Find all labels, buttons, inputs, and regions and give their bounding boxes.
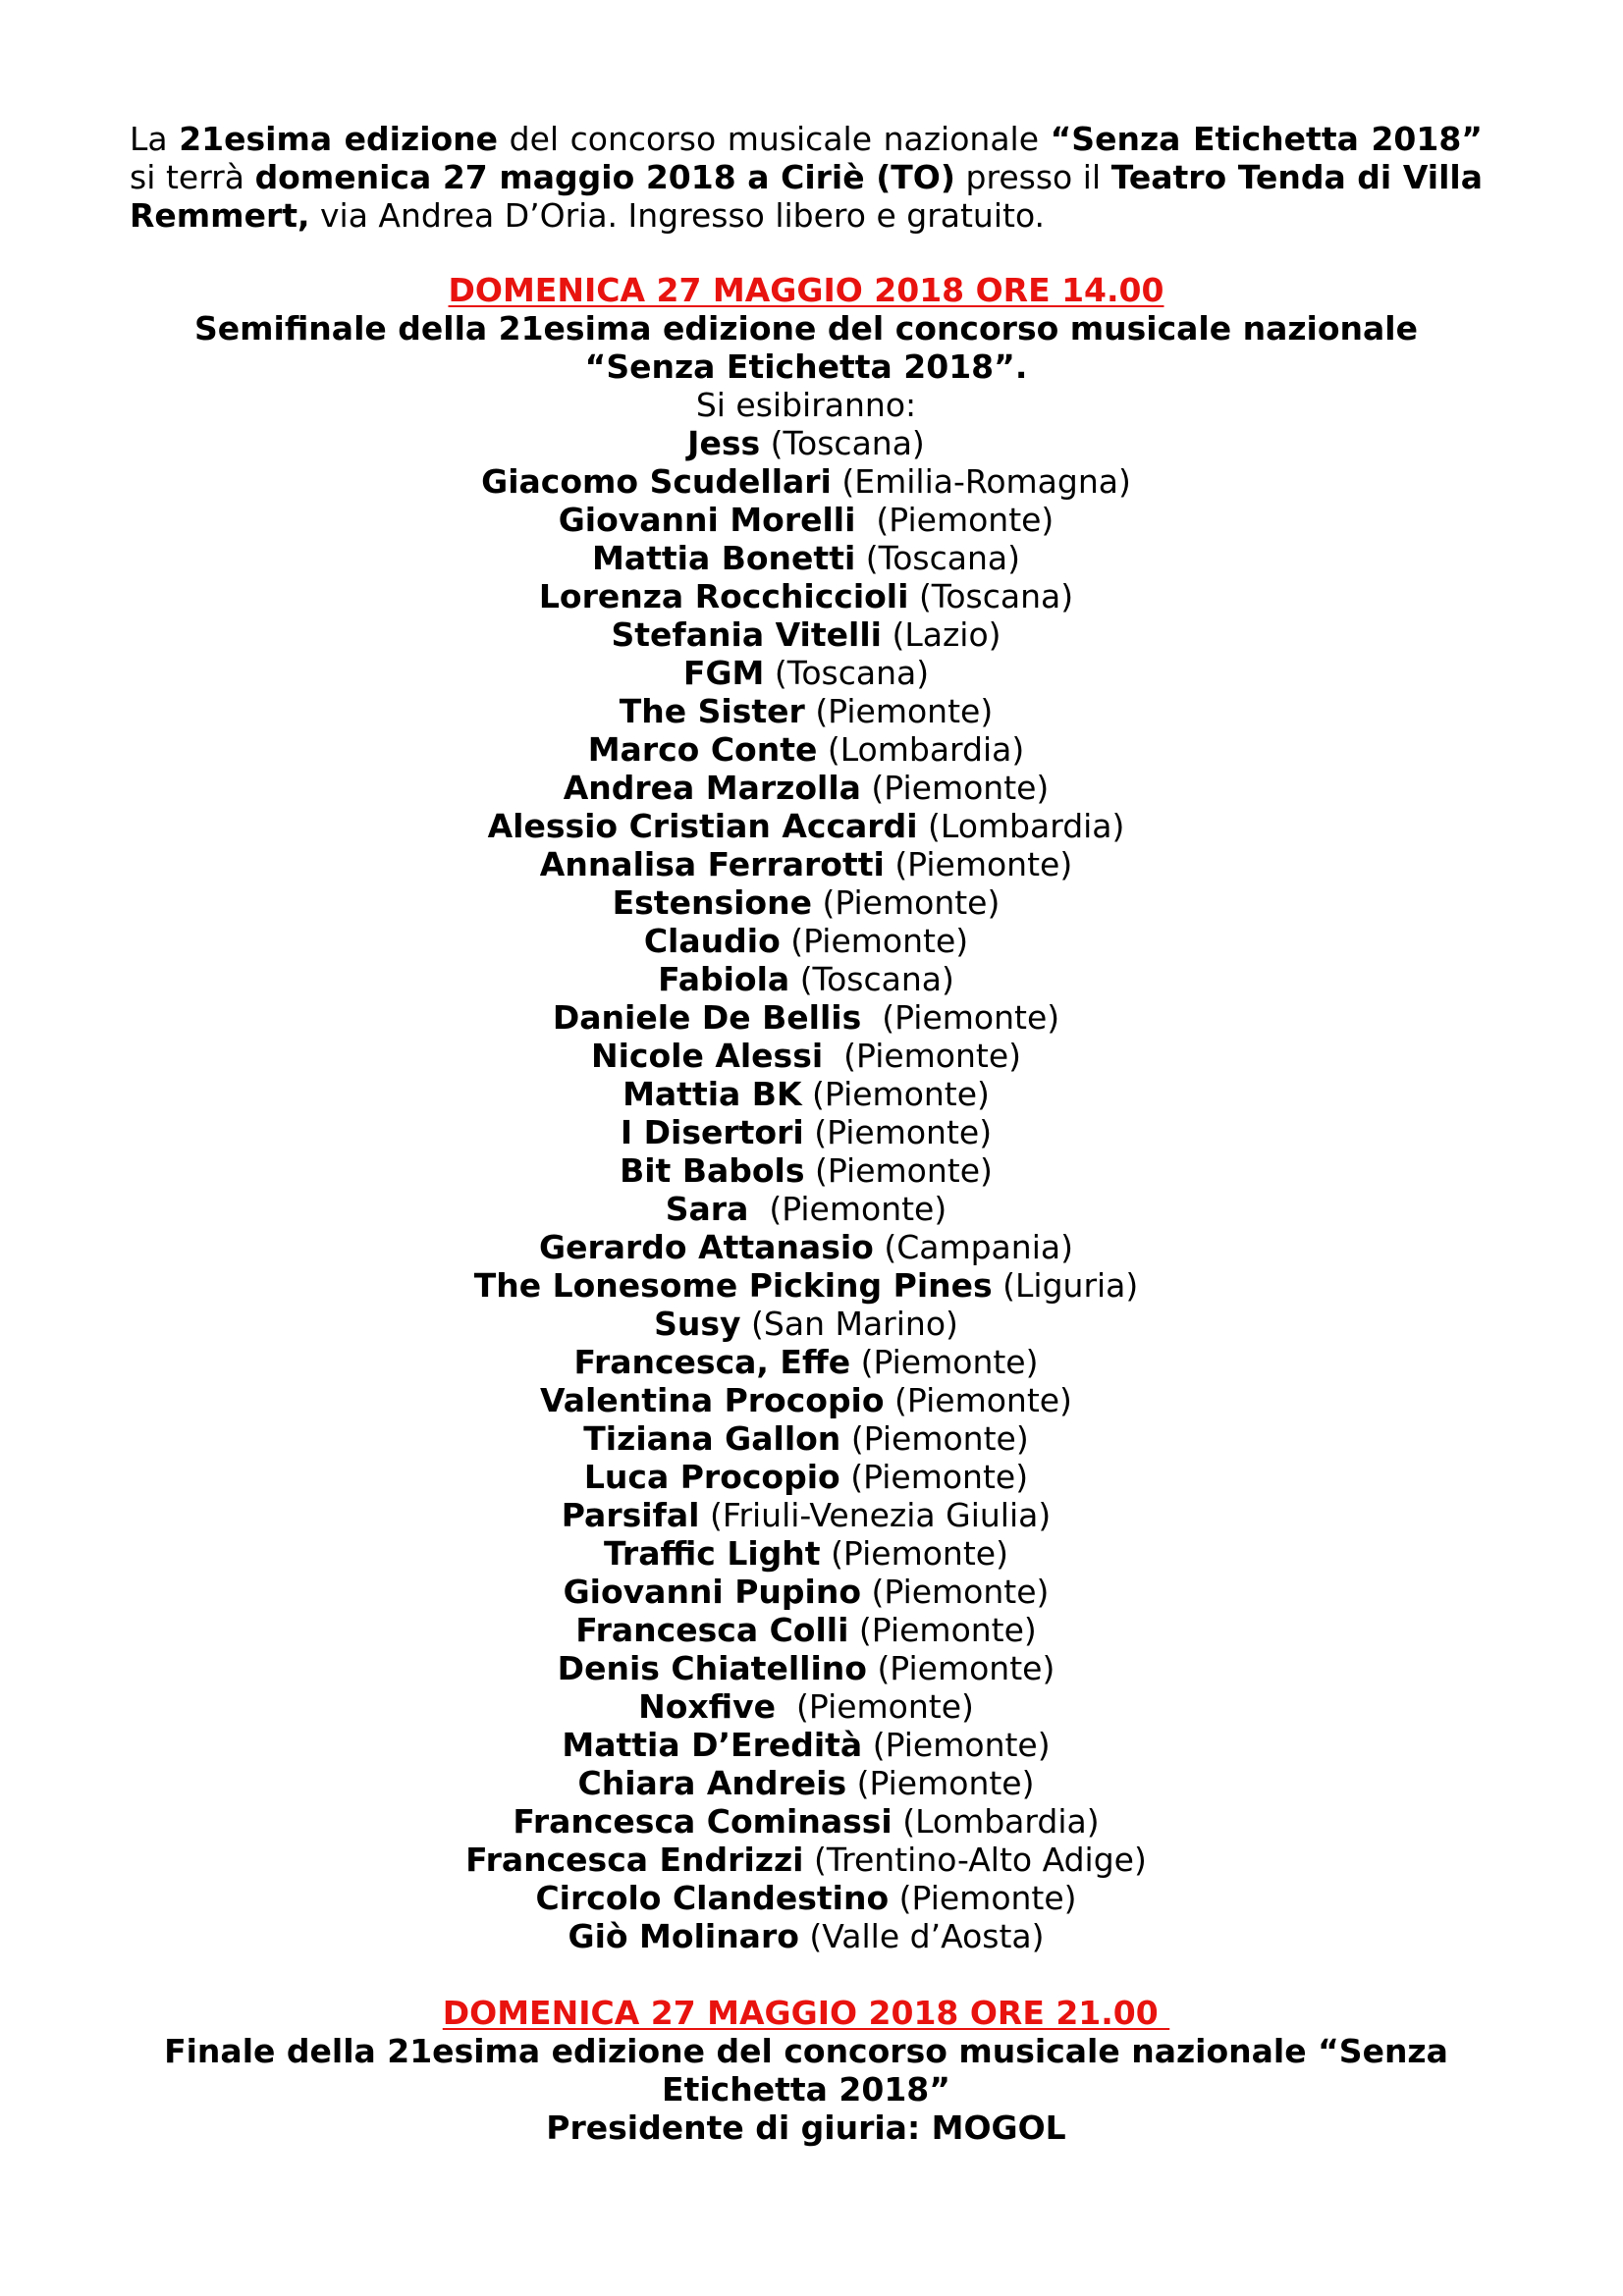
- semifinal-section: [130, 271, 1483, 1955]
- performer-item: [130, 1573, 1483, 1611]
- performer-region: (Piemonte): [871, 1573, 1050, 1611]
- performer-separator: [832, 462, 842, 501]
- performer-separator: [802, 1075, 813, 1113]
- performer-item: [130, 1075, 1483, 1113]
- performer-separator: [874, 1228, 885, 1266]
- performer-separator: [817, 730, 828, 769]
- intro-text-run: via Andrea D’Oria. Ingresso libero e gratuito.: [309, 196, 1046, 235]
- performer-region: (Friuli-Venezia Giulia): [709, 1496, 1052, 1534]
- performer-region: (Piemonte): [894, 845, 1073, 883]
- performer-name: Mattia D’Eredità: [562, 1726, 863, 1764]
- performer-item: [130, 1343, 1483, 1381]
- performer-separator: [867, 1649, 878, 1687]
- performer-region: (Piemonte): [814, 1113, 993, 1151]
- performer-region: (Piemonte): [812, 1075, 990, 1113]
- performer-item: [130, 883, 1483, 922]
- performer-name: Giovanni Morelli: [558, 501, 856, 539]
- performer-region: (Lombardia): [902, 1802, 1100, 1841]
- performer-separator: [781, 922, 791, 960]
- performer-name: Estensione: [612, 883, 812, 922]
- performer-name: Francesca Colli: [575, 1611, 849, 1649]
- intro-text-run: si terrà: [130, 158, 255, 196]
- performer-name: Alessio Cristian Accardi: [487, 807, 918, 845]
- semifinal-date-heading: DOMENICA 27 MAGGIO 2018 ORE 14.00: [448, 271, 1164, 309]
- jury-president-line: Presidente di giuria: MOGOL: [546, 2109, 1066, 2147]
- performer-item: [130, 1151, 1483, 1190]
- performer-item: [130, 1305, 1483, 1343]
- performer-name: Circolo Clandestino: [535, 1879, 890, 1917]
- performer-region: (Piemonte): [882, 998, 1060, 1037]
- finale-title-line-2: Etichetta 2018”: [662, 2070, 950, 2109]
- performer-item: [130, 769, 1483, 807]
- performer-separator: [821, 1534, 832, 1573]
- performer-name: Parsifal: [561, 1496, 700, 1534]
- performer-region: (Piemonte): [858, 1611, 1037, 1649]
- semifinal-title-line-2: “Senza Etichetta 2018”.: [584, 347, 1028, 386]
- performer-region: (Piemonte): [877, 1649, 1055, 1687]
- performer-separator: [855, 501, 876, 539]
- performer-separator: [805, 1151, 816, 1190]
- performer-separator: [789, 960, 800, 998]
- performer-item: [130, 1458, 1483, 1496]
- performer-region: (Piemonte): [871, 769, 1050, 807]
- performer-name: Tiziana Gallon: [583, 1419, 841, 1458]
- performer-name: Mattia Bonetti: [592, 539, 856, 577]
- performer-separator: [805, 692, 816, 730]
- performer-name: Francesca Cominassi: [513, 1802, 893, 1841]
- performer-name: I Disertori: [620, 1113, 804, 1151]
- performer-name: Annalisa Ferrarotti: [539, 845, 885, 883]
- intro-text-run: del concorso musicale nazionale: [498, 120, 1051, 158]
- performer-name: FGM: [682, 654, 765, 692]
- finale-section: [130, 1994, 1483, 2147]
- performer-item: [130, 1726, 1483, 1764]
- performer-separator: [862, 1726, 873, 1764]
- performer-region: (Piemonte): [860, 1343, 1039, 1381]
- performer-region: (Piemonte): [850, 1458, 1029, 1496]
- performer-name: Lorenza Rocchiccioli: [538, 577, 909, 615]
- performer-name: Giacomo Scudellari: [481, 462, 832, 501]
- performer-region: (Toscana): [770, 424, 925, 462]
- performer-item: [130, 539, 1483, 577]
- performer-separator: [776, 1687, 796, 1726]
- performer-region: (Piemonte): [796, 1687, 974, 1726]
- intro-text-run: Teatro Tenda di Villa Remmert,: [130, 158, 1483, 235]
- performer-name: Bit Babols: [620, 1151, 805, 1190]
- finale-title-line-1: Finale della 21esima edizione del concorso musicale nazionale “Senza: [164, 2032, 1448, 2070]
- intro-text-run: domenica 27 maggio 2018 a Ciriè (TO): [254, 158, 955, 196]
- performer-item: [130, 1190, 1483, 1228]
- performer-region: (Piemonte): [790, 922, 969, 960]
- performer-item: [130, 1037, 1483, 1075]
- performer-separator: [882, 615, 893, 654]
- performer-item: [130, 692, 1483, 730]
- performer-item: [130, 1113, 1483, 1151]
- performer-item: [130, 1687, 1483, 1726]
- performer-separator: [893, 1802, 903, 1841]
- performer-region: (Lombardia): [827, 730, 1025, 769]
- performer-region: (Piemonte): [831, 1534, 1008, 1573]
- performer-item: [130, 424, 1483, 462]
- performer-list: [130, 424, 1483, 1955]
- intro-paragraph: [130, 120, 1483, 235]
- performer-name: Luca Procopio: [583, 1458, 840, 1496]
- performer-region: (Lazio): [892, 615, 1001, 654]
- performer-separator: [861, 1573, 872, 1611]
- performer-separator: [993, 1266, 1003, 1305]
- performer-item: [130, 1381, 1483, 1419]
- performer-name: Jess: [687, 424, 761, 462]
- performer-item: [130, 1419, 1483, 1458]
- performer-region: (Toscana): [865, 539, 1020, 577]
- performer-item: [130, 807, 1483, 845]
- performer-name: Francesca Endrizzi: [465, 1841, 804, 1879]
- performer-name: Susy: [654, 1305, 741, 1343]
- performer-name: Marco Conte: [587, 730, 818, 769]
- finale-date-heading: DOMENICA 27 MAGGIO 2018 ORE 21.00: [442, 1994, 1170, 2032]
- semifinal-title-line-1: Semifinale della 21esima edizione del concorso musicale nazionale: [194, 309, 1418, 347]
- performer-item: [130, 1534, 1483, 1573]
- performer-separator: [840, 1419, 851, 1458]
- performer-separator: [848, 1611, 859, 1649]
- performer-item: [130, 730, 1483, 769]
- performer-separator: [699, 1496, 710, 1534]
- performers-intro: Si esibiranno:: [695, 386, 917, 424]
- performer-region: (Toscana): [774, 654, 930, 692]
- performer-separator: [812, 883, 823, 922]
- performer-item: [130, 960, 1483, 998]
- performer-item: [130, 654, 1483, 692]
- performer-item: [130, 577, 1483, 615]
- performer-separator: [855, 539, 866, 577]
- performer-separator: [803, 1841, 814, 1879]
- performer-name: Fabiola: [658, 960, 790, 998]
- performer-separator: [748, 1190, 769, 1228]
- performer-region: (Piemonte): [843, 1037, 1022, 1075]
- performer-region: (Piemonte): [815, 1151, 993, 1190]
- performer-separator: [918, 807, 929, 845]
- performer-item: [130, 1917, 1483, 1955]
- performer-separator: [840, 1458, 851, 1496]
- performer-separator: [861, 769, 872, 807]
- performer-name: Mattia BK: [622, 1075, 802, 1113]
- performer-separator: [908, 577, 919, 615]
- intro-text-run: 21esima edizione: [179, 120, 499, 158]
- performer-item: [130, 615, 1483, 654]
- performer-name: Claudio: [643, 922, 781, 960]
- intro-text-run: presso il: [954, 158, 1111, 196]
- performer-separator: [741, 1305, 752, 1343]
- performer-separator: [804, 1113, 815, 1151]
- performer-item: [130, 501, 1483, 539]
- performer-separator: [861, 998, 882, 1037]
- performer-region: (Piemonte): [898, 1879, 1077, 1917]
- performer-separator: [823, 1037, 843, 1075]
- performer-region: (Piemonte): [856, 1764, 1035, 1802]
- performer-item: [130, 1228, 1483, 1266]
- performer-item: [130, 1802, 1483, 1841]
- performer-item: [130, 462, 1483, 501]
- performer-item: [130, 1266, 1483, 1305]
- performer-item: [130, 1841, 1483, 1879]
- performer-separator: [846, 1764, 857, 1802]
- performer-region: (Emilia-Romagna): [841, 462, 1131, 501]
- performer-region: (Piemonte): [876, 501, 1055, 539]
- performer-name: Denis Chiatellino: [557, 1649, 867, 1687]
- performer-name: Chiara Andreis: [577, 1764, 847, 1802]
- performer-name: Giovanni Pupino: [563, 1573, 862, 1611]
- performer-name: Traffic Light: [604, 1534, 821, 1573]
- performer-item: [130, 1879, 1483, 1917]
- performer-item: [130, 1611, 1483, 1649]
- performer-region: (Piemonte): [872, 1726, 1051, 1764]
- performer-region: (Piemonte): [822, 883, 1001, 922]
- performer-item: [130, 922, 1483, 960]
- performer-region: (Campania): [884, 1228, 1073, 1266]
- performer-item: [130, 1764, 1483, 1802]
- performer-region: (Valle d’Aosta): [809, 1917, 1045, 1955]
- performer-region: (Piemonte): [769, 1190, 947, 1228]
- performer-region: (Piemonte): [894, 1381, 1072, 1419]
- performer-name: Giò Molinaro: [568, 1917, 799, 1955]
- performer-region: (Trentino-Alto Adige): [813, 1841, 1147, 1879]
- performer-region: (Toscana): [918, 577, 1074, 615]
- performer-separator: [760, 424, 771, 462]
- performer-name: Noxfive: [638, 1687, 777, 1726]
- performer-name: The Lonesome Picking Pines: [473, 1266, 993, 1305]
- performer-region: (Piemonte): [815, 692, 994, 730]
- performer-name: The Sister: [619, 692, 805, 730]
- performer-item: [130, 1649, 1483, 1687]
- performer-separator: [889, 1879, 899, 1917]
- performer-name: Andrea Marzolla: [563, 769, 861, 807]
- document-page: [130, 120, 1483, 2147]
- performer-name: Gerardo Attanasio: [539, 1228, 874, 1266]
- performer-name: Nicole Alessi: [590, 1037, 824, 1075]
- performer-name: Daniele De Bellis: [552, 998, 862, 1037]
- performer-name: Francesca, Effe: [573, 1343, 851, 1381]
- performer-item: [130, 845, 1483, 883]
- performer-name: Valentina Procopio: [540, 1381, 885, 1419]
- performer-separator: [885, 1381, 895, 1419]
- performer-separator: [885, 845, 895, 883]
- performer-item: [130, 998, 1483, 1037]
- performer-item: [130, 1496, 1483, 1534]
- performer-region: (Piemonte): [850, 1419, 1029, 1458]
- performer-name: Sara: [665, 1190, 749, 1228]
- performer-region: (Lombardia): [928, 807, 1125, 845]
- performer-separator: [850, 1343, 861, 1381]
- performer-region: (San Marino): [751, 1305, 958, 1343]
- performer-region: (Liguria): [1002, 1266, 1139, 1305]
- performer-name: Stefania Vitelli: [611, 615, 882, 654]
- performer-separator: [799, 1917, 810, 1955]
- intro-text-run: La: [130, 120, 180, 158]
- intro-text-run: “Senza Etichetta 2018”: [1050, 120, 1483, 158]
- performer-separator: [764, 654, 775, 692]
- performer-region: (Toscana): [799, 960, 954, 998]
